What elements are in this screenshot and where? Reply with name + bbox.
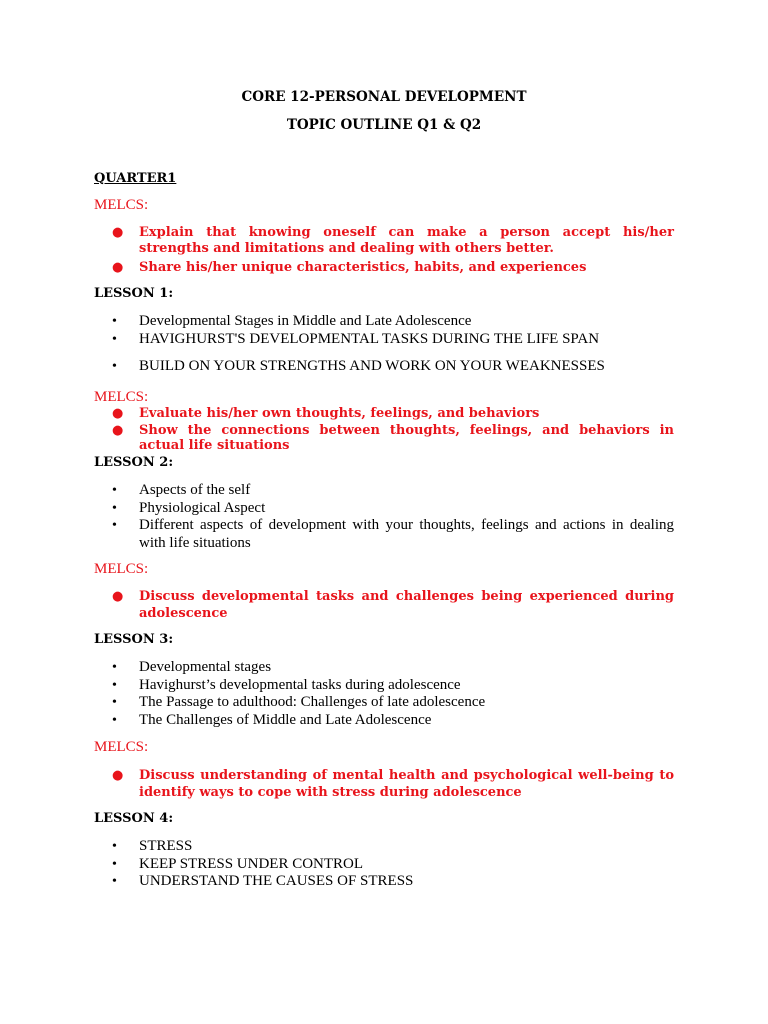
bullet-icon: • [112, 712, 117, 728]
bullet-icon: • [112, 839, 117, 854]
lesson-heading: LESSON 3: [94, 632, 174, 647]
bullet-icon: ● [112, 768, 124, 783]
topic-list [94, 838, 674, 891]
topic-item: • UNDERSTAND THE CAUSES OF STRESS [112, 873, 414, 889]
topic-item: • The Passage to adulthood: Challenges of late adolescence [112, 694, 486, 710]
topic-list [94, 313, 674, 376]
lesson-heading: LESSON 2: [94, 455, 174, 470]
melcs-label: MELCS: [94, 197, 149, 213]
bullet-icon: • [112, 677, 117, 693]
document-title: CORE 12-PERSONAL DEVELOPMENT [241, 89, 527, 105]
melcs-label: MELCS: [94, 561, 149, 577]
bullet-icon: • [112, 518, 117, 533]
topic-item: • Physiological Aspect [112, 499, 266, 516]
melcs-item: ● Discuss understanding of mental health and psychological well-being to identify ways to cope with stress during adolescence [112, 768, 674, 800]
melcs-item: ● Evaluate his/her own thoughts, feelings, and behaviors [112, 406, 540, 421]
bullet-icon: • [112, 660, 117, 675]
topic-item: • Different aspects of development with your thoughts, feelings and actions in dealing with life situations [112, 517, 674, 551]
quarter-heading: QUARTER1 [94, 171, 177, 186]
bullet-icon: • [112, 331, 117, 347]
topic-item: • BUILD ON YOUR STRENGTHS AND WORK ON YOUR WEAKNESSES [112, 358, 605, 374]
melcs-list [94, 767, 674, 801]
topic-list [94, 482, 674, 552]
topic-item: • STRESS [112, 838, 193, 854]
topic-item: • Developmental stages [112, 659, 272, 675]
melcs-label: MELCS: [94, 389, 149, 405]
document-subtitle: TOPIC OUTLINE Q1 & Q2 [286, 117, 482, 133]
topic-item: • Havighurst’s developmental tasks during adolescence [112, 676, 461, 693]
bullet-icon: ● [112, 423, 124, 438]
melcs-list [94, 225, 674, 276]
bullet-icon: • [112, 314, 117, 329]
bullet-icon: ● [112, 225, 124, 240]
bullet-icon: • [112, 359, 117, 374]
bullet-icon: • [112, 695, 117, 710]
bullet-icon: ● [112, 406, 124, 421]
melcs-item: ● Explain that knowing oneself can make a person accept his/her strengths and limitations and dealing with others better. [112, 225, 674, 256]
melcs-item: ● Show the connections between thoughts, feelings, and behaviors in actual life situations [112, 423, 674, 453]
topic-item: • HAVIGHURST'S DEVELOPMENTAL TASKS DURING THE LIFE SPAN [112, 330, 600, 347]
bullet-icon: ● [112, 260, 124, 275]
topic-item: • KEEP STRESS UNDER CONTROL [112, 855, 364, 872]
melcs-list [94, 588, 674, 622]
lesson-heading: LESSON 1: [94, 286, 174, 301]
melcs-item: ● Share his/her unique characteristics, habits, and experiences [112, 260, 587, 275]
bullet-icon: ● [112, 589, 124, 604]
lesson-heading: LESSON 4: [94, 811, 174, 826]
topic-item: • Developmental Stages in Middle and Late Adolescence [112, 313, 472, 329]
melcs-list [94, 406, 674, 453]
topic-item: • Aspects of the self [112, 482, 251, 498]
bullet-icon: • [112, 874, 117, 889]
bullet-icon: • [112, 500, 117, 516]
topic-list [94, 659, 674, 729]
bullet-icon: • [112, 483, 117, 498]
melcs-label: MELCS: [94, 739, 149, 755]
melcs-item: ● Discuss developmental tasks and challenges being experienced during adolescence [112, 589, 674, 621]
topic-item: • The Challenges of Middle and Late Adolescence [112, 711, 432, 728]
bullet-icon: • [112, 856, 117, 872]
